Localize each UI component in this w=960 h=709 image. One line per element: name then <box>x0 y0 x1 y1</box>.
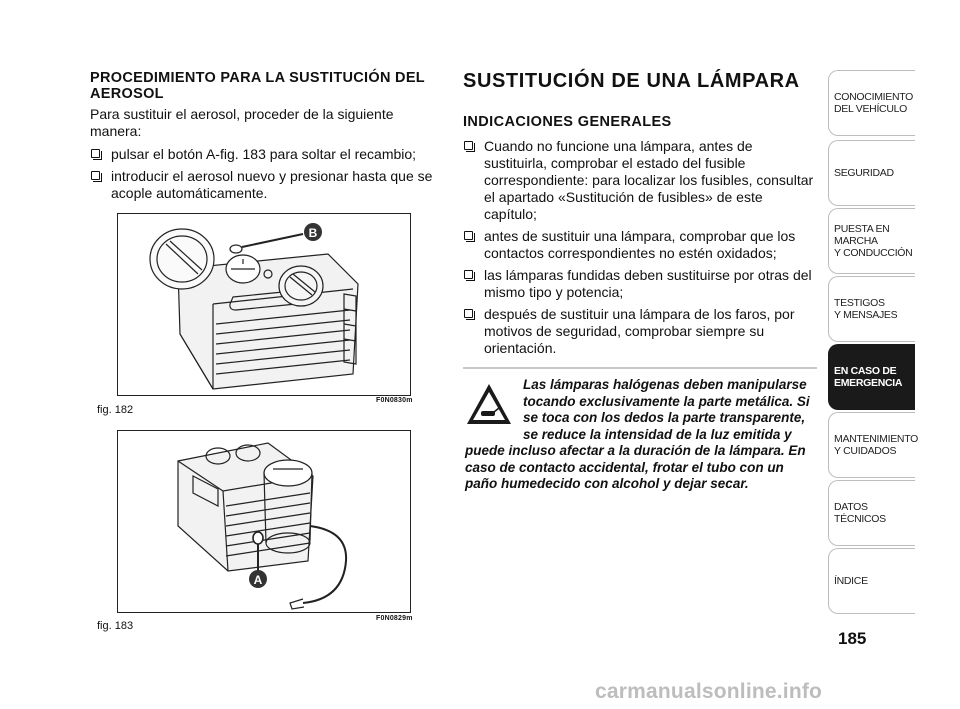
checkbox-bullet-icon <box>91 171 100 180</box>
page-number: 185 <box>838 629 867 648</box>
list-item: antes de sustituir una lámpara, comprobar que los contactos correspondientes no estén oxidados; <box>463 228 818 262</box>
warning-note <box>465 377 817 493</box>
checkbox-bullet-icon <box>91 149 100 158</box>
callout-b-label: B <box>308 226 318 240</box>
tab-testigos-mensajes[interactable]: TESTIGOS Y MENSAJES <box>828 276 915 342</box>
compressor-illustration-182 <box>118 214 411 396</box>
warning-triangle-icon <box>465 381 513 427</box>
figure-code-182: F0N0830m <box>376 397 413 404</box>
figure-183-compressor <box>117 430 411 613</box>
tab-indice[interactable]: ÍNDICE <box>828 548 915 614</box>
checkbox-bullet-icon <box>464 270 473 279</box>
figure-code-183: F0N0829m <box>376 615 413 622</box>
section-subtitle: INDICACIONES GENERALES <box>463 114 672 130</box>
list-item: introducir el aerosol nuevo y presionar hasta que se acople automáticamente. <box>90 168 440 202</box>
list-item: las lámparas fundidas deben sustituirse por otras del mismo tipo y potencia; <box>463 267 818 301</box>
tab-puesta-en-marcha[interactable]: PUESTA EN MARCHA Y CONDUCCIÓN <box>828 208 915 274</box>
compressor-illustration-183 <box>118 431 411 613</box>
intro-paragraph: Para sustituir el aerosol, proceder de la siguiente manera: <box>90 106 394 139</box>
checkbox-bullet-icon <box>464 231 473 240</box>
list-item: pulsar el botón A-fig. 183 para soltar el recambio; <box>90 146 440 163</box>
checkbox-bullet-icon <box>464 141 473 150</box>
figure-caption-183: fig. 183 <box>97 620 134 632</box>
left-column <box>90 70 440 207</box>
callout-a-label: A <box>253 573 263 587</box>
warning-text: Las lámparas halógenas deben manipularse tocando exclusivamente la parte metálica. Si se toca con los dedos la parte transparente, se reduce la intensidad de la luz emitida y puede incluso afectar a la duración de la lámpara. En caso de contacto accidental, frotar el tubo con un paño humedecido con alcohol y dejar secar. <box>465 377 810 491</box>
tab-mantenimiento-cuidados[interactable]: MANTENIMIENTO Y CUIDADOS <box>828 412 915 478</box>
checkbox-bullet-icon <box>464 309 473 318</box>
figure-caption-182: fig. 182 <box>97 404 134 416</box>
section-heading-aerosol: PROCEDIMIENTO PARA LA SUSTITUCIÓN DEL AEROSOL <box>90 70 425 102</box>
page-title: SUSTITUCIÓN DE UNA LÁMPARA <box>463 70 800 92</box>
right-column <box>463 70 818 362</box>
figure-182-compressor <box>117 213 411 396</box>
tab-seguridad[interactable]: SEGURIDAD <box>828 140 915 206</box>
divider <box>463 367 817 369</box>
tab-en-caso-de-emergencia[interactable]: EN CASO DE EMERGENCIA <box>828 344 915 410</box>
list-item: Cuando no funcione una lámpara, antes de sustituirla, comprobar el estado del fusible correspondiente: para localizar los fusibles, consultar el apartado «Sustitución de fusibles» de este capítulo; <box>463 138 818 223</box>
tab-datos-tecnicos[interactable]: DATOS TÉCNICOS <box>828 480 915 546</box>
list-item: después de sustituir una lámpara de los faros, por motivos de seguridad, comprobar siempre su orientación. <box>463 306 818 357</box>
tab-conocimiento-vehiculo[interactable]: CONOCIMIENTO DEL VEHÍCULO <box>828 70 915 136</box>
watermark: carmanualsonline.info <box>595 680 823 703</box>
